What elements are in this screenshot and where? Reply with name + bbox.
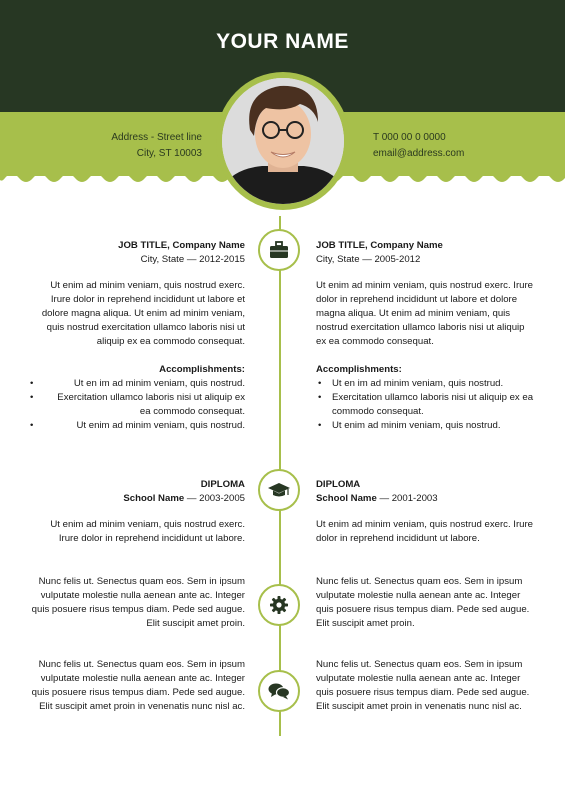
interests-right <box>316 658 536 714</box>
list-item: • Ut enim ad minim veniam, quis nostrud. <box>316 419 536 433</box>
list-item: • Exercitation ullamco laboris nisi ut aliquip ex ea commodo consequat. <box>316 391 536 419</box>
accomplishments-list <box>316 377 536 433</box>
skills-right <box>316 575 536 631</box>
school-name: School Name <box>316 493 377 504</box>
job-location-dates: City, State — 2005-2012 <box>316 254 421 265</box>
interests-left <box>30 658 245 714</box>
address-line2: City, ST 10003 <box>136 148 202 159</box>
job-title: JOB TITLE, Company Name <box>316 240 443 251</box>
school-line <box>30 492 245 506</box>
list-item: • Ut enim ad minim veniam, quis nostrud. <box>30 419 245 433</box>
job-location-dates: City, State — 2012-2015 <box>140 254 245 265</box>
job-description: Ut enim ad minim veniam, quis nostrud exerc. Irure dolor in reprehend incididunt ut labore et dolore magna aliqua. Ut enim ad minim veniam, quis nostrud exercitation ullamco laboris nisi ut aliquip ex ea commodo consequat. <box>316 280 534 347</box>
profile-photo <box>222 78 344 204</box>
graduation-cap-icon <box>267 481 291 499</box>
address-block <box>111 130 202 162</box>
skills-text: Nunc felis ut. Senectus quam eos. Sem in ipsum vulputate molestie nulla aenean ante ac. Integer quis posuere risus tempus diam. Pede sed augue. Elit suscipit amet proin. <box>316 576 530 629</box>
education-right <box>316 478 536 546</box>
education-left <box>30 478 245 546</box>
gear-icon <box>269 595 289 615</box>
briefcase-icon <box>269 241 289 259</box>
list-item: • Ut en im ad minim veniam, quis nostrud. <box>30 377 245 391</box>
resume-name: YOUR NAME <box>216 30 349 53</box>
interests-text: Nunc felis ut. Senectus quam eos. Sem in ipsum vulputate molestie nulla aenean ante ac. Integer quis posuere risus tempus diam. Pede sed augue. Elit suscipit amet proin in venenatis nunc nisl ac. <box>31 659 245 712</box>
experience-right <box>316 239 536 433</box>
experience-node <box>258 229 300 271</box>
job-title: JOB TITLE, Company Name <box>118 240 245 251</box>
interests-text: Nunc felis ut. Senectus quam eos. Sem in ipsum vulputate molestie nulla aenean ante ac. Integer quis posuere risus tempus diam. Pede sed augue. Elit suscipit amet proin in venenatis nunc nisl ac. <box>316 659 530 712</box>
chat-bubbles-icon <box>268 682 290 700</box>
school-years: — 2001-2003 <box>376 493 438 504</box>
school-line <box>316 492 536 506</box>
phone-number: T 000 00 0 0000 <box>373 132 446 143</box>
accomplishments-list <box>30 377 245 433</box>
contact-block <box>373 130 464 162</box>
education-description: Ut enim ad minim veniam, quis nostrud exerc. Irure dolor in reprehend incididunt ut labore. <box>316 519 534 544</box>
job-description: Ut enim ad minim veniam, quis nostrud exerc. Irure dolor in reprehend incididunt ut labore et dolore magna aliqua. Ut enim ad minim veniam, quis nostrud exercitation ullamco laboris nisi ut aliquip ex ea commodo consequat. <box>41 280 245 347</box>
degree-title: DIPLOMA <box>200 479 245 490</box>
accomplishments-heading: Accomplishments: <box>316 364 402 375</box>
education-description: Ut enim ad minim veniam, quis nostrud exerc. Irure dolor in reprehend incididunt ut labore. <box>50 519 245 544</box>
email-address: email@address.com <box>373 148 465 159</box>
skills-text: Nunc felis ut. Senectus quam eos. Sem in ipsum vulputate molestie nulla aenean ante ac. Integer quis posuere risus tempus diam. Pede sed augue. Elit suscipit amet proin. <box>31 576 245 629</box>
skills-node <box>258 584 300 626</box>
list-item: • Ut en im ad minim veniam, quis nostrud. <box>316 377 536 391</box>
school-name: School Name <box>123 493 185 504</box>
skills-left <box>30 575 245 631</box>
school-years: — 2003-2005 <box>184 493 245 504</box>
education-node <box>258 469 300 511</box>
experience-left <box>30 239 245 433</box>
address-line1: Address - Street line <box>111 132 202 143</box>
list-item: • Exercitation ullamco laboris nisi ut aliquip ex ea commodo consequat. <box>30 391 245 419</box>
accomplishments-heading: Accomplishments: <box>159 364 245 375</box>
interests-node <box>258 670 300 712</box>
degree-title: DIPLOMA <box>316 479 361 490</box>
